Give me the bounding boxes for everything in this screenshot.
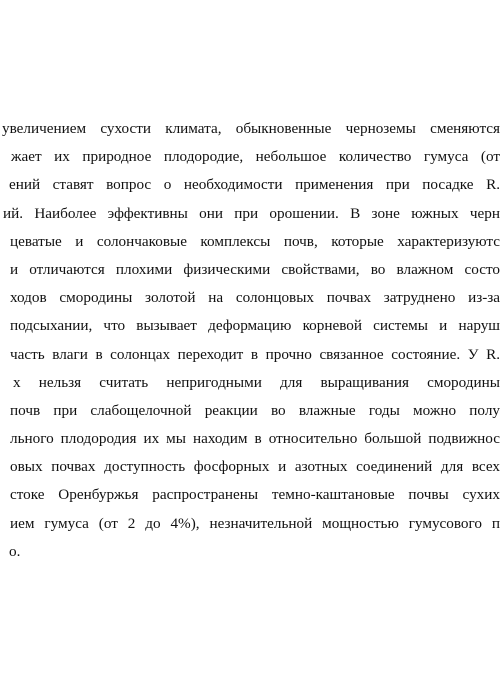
text-line-7: ходов смородины золотой на солонцовых почвах затруднено из-за bbox=[10, 289, 500, 307]
text-line-15: ием гумуса (от 2 до 4%), незначительной мощностью гумусового п bbox=[10, 514, 500, 532]
text-line-14: стоке Оренбуржья распространены темно-каштановые почвы сухих bbox=[10, 486, 500, 504]
text-line-9: часть влаги в солонцах переходит в прочно связанное состояние. У R. bbox=[10, 345, 500, 363]
text-line-6: и отличаются плохими физическими свойствами, во влажном состо bbox=[10, 260, 500, 278]
text-line-13: овых почвах доступность фосфорных и азотных соединений для всех bbox=[10, 458, 500, 476]
text-line-16: о. bbox=[9, 542, 21, 560]
text-line-4: ий. Наиболее эффективны они при орошении. В зоне южных черн bbox=[3, 204, 500, 222]
text-line-8: подсыхании, что вызывает деформацию корневой системы и наруш bbox=[10, 317, 500, 335]
text-line-2: жает их природное плодородие, небольшое количество гумуса (от bbox=[11, 148, 500, 166]
text-line-5: цеватые и солончаковые комплексы почв, которые характеризуютс bbox=[10, 232, 500, 250]
text-line-1: увеличением сухости климата, обыкновенные черноземы сменяются bbox=[2, 120, 500, 137]
text-line-10: х нельзя считать непригодными для выращивания смородины bbox=[13, 373, 500, 391]
text-line-3: ений ставят вопрос о необходимости применения при посадке R. bbox=[9, 176, 500, 194]
paragraph bbox=[0, 115, 500, 566]
text-line-11: почв при слабощелочной реакции во влажные годы можно полу bbox=[10, 401, 500, 419]
text-line-12: льного плодородия их мы находим в относительно большой подвижнос bbox=[10, 430, 500, 448]
